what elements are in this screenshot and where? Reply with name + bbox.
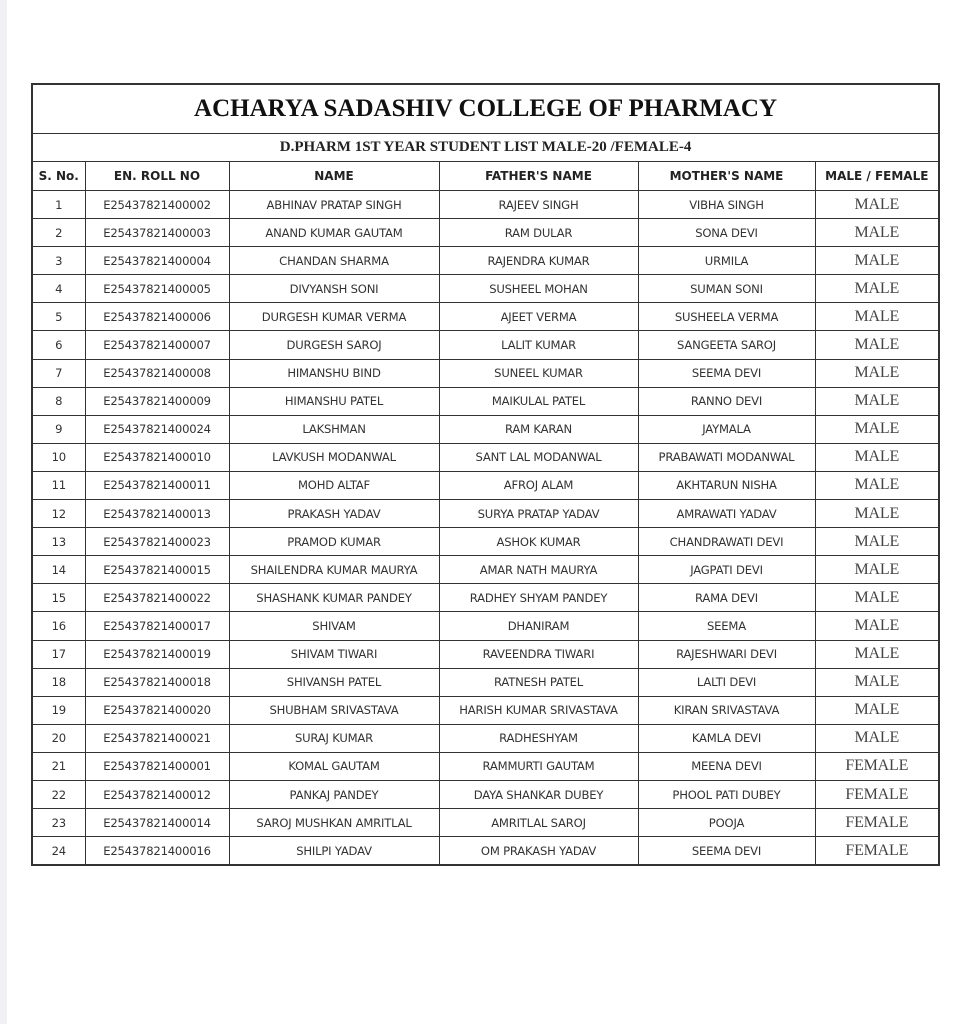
name-cell: DURGESH SAROJ (229, 331, 439, 359)
roll-no-cell: E25437821400020 (85, 696, 229, 724)
col-gender: MALE / FEMALE (815, 162, 939, 191)
mother-name-cell: PHOOL PATI DUBEY (638, 780, 815, 808)
father-name-cell: RADHESHYAM (439, 724, 638, 752)
gender-cell: MALE (815, 387, 939, 415)
roll-no-cell: E25437821400017 (85, 612, 229, 640)
mother-name-cell: AMRAWATI YADAV (638, 500, 815, 528)
gender-cell: FEMALE (815, 837, 939, 866)
sno-cell: 14 (32, 556, 85, 584)
father-name-cell: RAJENDRA KUMAR (439, 247, 638, 275)
father-name-cell: DHANIRAM (439, 612, 638, 640)
sno-cell: 12 (32, 500, 85, 528)
sno-cell: 20 (32, 724, 85, 752)
gender-cell: MALE (815, 471, 939, 499)
father-name-cell: RATNESH PATEL (439, 668, 638, 696)
gender-cell: MALE (815, 331, 939, 359)
gender-cell: MALE (815, 528, 939, 556)
mother-name-cell: SEEMA DEVI (638, 359, 815, 387)
gender-cell: MALE (815, 247, 939, 275)
table-row (32, 443, 939, 471)
father-name-cell: SURYA PRATAP YADAV (439, 500, 638, 528)
mother-name-cell: AKHTARUN NISHA (638, 471, 815, 499)
table-row (32, 809, 939, 837)
name-cell: SHUBHAM SRIVASTAVA (229, 696, 439, 724)
table-row (32, 640, 939, 668)
table-row (32, 191, 939, 219)
sno-cell: 22 (32, 780, 85, 808)
father-name-cell: MAIKULAL PATEL (439, 387, 638, 415)
sno-cell: 23 (32, 809, 85, 837)
table-row (32, 584, 939, 612)
mother-name-cell: POOJA (638, 809, 815, 837)
father-name-cell: RAMMURTI GAUTAM (439, 752, 638, 780)
name-cell: ANAND KUMAR GAUTAM (229, 219, 439, 247)
table-row (32, 668, 939, 696)
roll-no-cell: E25437821400010 (85, 443, 229, 471)
father-name-cell: RAM KARAN (439, 415, 638, 443)
mother-name-cell: JAGPATI DEVI (638, 556, 815, 584)
roll-no-cell: E25437821400014 (85, 809, 229, 837)
name-cell: KOMAL GAUTAM (229, 752, 439, 780)
gender-cell: FEMALE (815, 809, 939, 837)
sno-cell: 17 (32, 640, 85, 668)
list-subtitle: D.PHARM 1ST YEAR STUDENT LIST MALE-20 /FEMALE-4 (32, 134, 939, 162)
table-row (32, 415, 939, 443)
father-name-cell: ASHOK KUMAR (439, 528, 638, 556)
gender-cell: FEMALE (815, 752, 939, 780)
col-roll-no: EN. ROLL NO (85, 162, 229, 191)
father-name-cell: LALIT KUMAR (439, 331, 638, 359)
sno-cell: 1 (32, 191, 85, 219)
roll-no-cell: E25437821400016 (85, 837, 229, 866)
sno-cell: 24 (32, 837, 85, 866)
gender-cell: MALE (815, 219, 939, 247)
mother-name-cell: RAJESHWARI DEVI (638, 640, 815, 668)
sno-cell: 8 (32, 387, 85, 415)
roll-no-cell: E25437821400009 (85, 387, 229, 415)
name-cell: DIVYANSH SONI (229, 275, 439, 303)
gender-cell: MALE (815, 443, 939, 471)
table-row (32, 612, 939, 640)
father-name-cell: SANT LAL MODANWAL (439, 443, 638, 471)
mother-name-cell: URMILA (638, 247, 815, 275)
sno-cell: 11 (32, 471, 85, 499)
mother-name-cell: MEENA DEVI (638, 752, 815, 780)
name-cell: SHAILENDRA KUMAR MAURYA (229, 556, 439, 584)
gender-cell: MALE (815, 668, 939, 696)
roll-no-cell: E25437821400012 (85, 780, 229, 808)
name-cell: ABHINAV PRATAP SINGH (229, 191, 439, 219)
table-row (32, 359, 939, 387)
name-cell: PRAKASH YADAV (229, 500, 439, 528)
name-cell: HIMANSHU PATEL (229, 387, 439, 415)
roll-no-cell: E25437821400011 (85, 471, 229, 499)
sno-cell: 2 (32, 219, 85, 247)
table-row (32, 780, 939, 808)
name-cell: SAROJ MUSHKAN AMRITLAL (229, 809, 439, 837)
father-name-cell: RADHEY SHYAM PANDEY (439, 584, 638, 612)
father-name-cell: AFROJ ALAM (439, 471, 638, 499)
mother-name-cell: KAMLA DEVI (638, 724, 815, 752)
name-cell: SHILPI YADAV (229, 837, 439, 866)
name-cell: LAKSHMAN (229, 415, 439, 443)
mother-name-cell: LALTI DEVI (638, 668, 815, 696)
mother-name-cell: SEEMA (638, 612, 815, 640)
father-name-cell: AMRITLAL SAROJ (439, 809, 638, 837)
sno-cell: 16 (32, 612, 85, 640)
father-name-cell: AMAR NATH MAURYA (439, 556, 638, 584)
table-row (32, 696, 939, 724)
mother-name-cell: SUMAN SONI (638, 275, 815, 303)
table-row (32, 387, 939, 415)
roll-no-cell: E25437821400022 (85, 584, 229, 612)
gender-cell: MALE (815, 275, 939, 303)
mother-name-cell: KIRAN SRIVASTAVA (638, 696, 815, 724)
table-row (32, 837, 939, 866)
name-cell: DURGESH KUMAR VERMA (229, 303, 439, 331)
col-name: NAME (229, 162, 439, 191)
sno-cell: 5 (32, 303, 85, 331)
name-cell: CHANDAN SHARMA (229, 247, 439, 275)
gender-cell: MALE (815, 584, 939, 612)
gender-cell: MALE (815, 696, 939, 724)
sno-cell: 19 (32, 696, 85, 724)
mother-name-cell: RANNO DEVI (638, 387, 815, 415)
father-name-cell: RAVEENDRA TIWARI (439, 640, 638, 668)
roll-no-cell: E25437821400024 (85, 415, 229, 443)
table-row (32, 752, 939, 780)
col-mother-name: MOTHER'S NAME (638, 162, 815, 191)
table-row (32, 331, 939, 359)
table-row (32, 219, 939, 247)
name-cell: SHASHANK KUMAR PANDEY (229, 584, 439, 612)
mother-name-cell: VIBHA SINGH (638, 191, 815, 219)
roll-no-cell: E25437821400023 (85, 528, 229, 556)
roll-no-cell: E25437821400007 (85, 331, 229, 359)
roll-no-cell: E25437821400002 (85, 191, 229, 219)
roll-no-cell: E25437821400018 (85, 668, 229, 696)
mother-name-cell: JAYMALA (638, 415, 815, 443)
name-cell: SURAJ KUMAR (229, 724, 439, 752)
father-name-cell: RAJEEV SINGH (439, 191, 638, 219)
name-cell: SHIVAM TIWARI (229, 640, 439, 668)
roll-no-cell: E25437821400004 (85, 247, 229, 275)
mother-name-cell: CHANDRAWATI DEVI (638, 528, 815, 556)
gender-cell: MALE (815, 724, 939, 752)
gender-cell: MALE (815, 500, 939, 528)
col-sno: S. No. (32, 162, 85, 191)
roll-no-cell: E25437821400021 (85, 724, 229, 752)
student-list-table (31, 83, 940, 866)
name-cell: SHIVAM (229, 612, 439, 640)
gender-cell: MALE (815, 191, 939, 219)
roll-no-cell: E25437821400003 (85, 219, 229, 247)
sno-cell: 18 (32, 668, 85, 696)
table-row (32, 303, 939, 331)
roll-no-cell: E25437821400019 (85, 640, 229, 668)
father-name-cell: DAYA SHANKAR DUBEY (439, 780, 638, 808)
father-name-cell: OM PRAKASH YADAV (439, 837, 638, 866)
table-row (32, 724, 939, 752)
sno-cell: 13 (32, 528, 85, 556)
name-cell: LAVKUSH MODANWAL (229, 443, 439, 471)
father-name-cell: SUNEEL KUMAR (439, 359, 638, 387)
sno-cell: 3 (32, 247, 85, 275)
roll-no-cell: E25437821400008 (85, 359, 229, 387)
mother-name-cell: SONA DEVI (638, 219, 815, 247)
roll-no-cell: E25437821400001 (85, 752, 229, 780)
mother-name-cell: SUSHEELA VERMA (638, 303, 815, 331)
roll-no-cell: E25437821400015 (85, 556, 229, 584)
name-cell: SHIVANSH PATEL (229, 668, 439, 696)
sno-cell: 4 (32, 275, 85, 303)
name-cell: MOHD ALTAF (229, 471, 439, 499)
gender-cell: MALE (815, 303, 939, 331)
name-cell: PANKAJ PANDEY (229, 780, 439, 808)
name-cell: PRAMOD KUMAR (229, 528, 439, 556)
mother-name-cell: RAMA DEVI (638, 584, 815, 612)
father-name-cell: HARISH KUMAR SRIVASTAVA (439, 696, 638, 724)
roll-no-cell: E25437821400013 (85, 500, 229, 528)
table-row (32, 528, 939, 556)
gender-cell: MALE (815, 359, 939, 387)
mother-name-cell: SEEMA DEVI (638, 837, 815, 866)
gender-cell: MALE (815, 612, 939, 640)
page-edge (0, 0, 7, 1024)
header-row (32, 162, 939, 191)
sno-cell: 7 (32, 359, 85, 387)
mother-name-cell: SANGEETA SAROJ (638, 331, 815, 359)
sno-cell: 15 (32, 584, 85, 612)
gender-cell: MALE (815, 640, 939, 668)
father-name-cell: SUSHEEL MOHAN (439, 275, 638, 303)
table-row (32, 247, 939, 275)
mother-name-cell: PRABAWATI MODANWAL (638, 443, 815, 471)
table-row (32, 471, 939, 499)
sno-cell: 6 (32, 331, 85, 359)
father-name-cell: RAM DULAR (439, 219, 638, 247)
roll-no-cell: E25437821400006 (85, 303, 229, 331)
roll-no-cell: E25437821400005 (85, 275, 229, 303)
sno-cell: 9 (32, 415, 85, 443)
sno-cell: 21 (32, 752, 85, 780)
sno-cell: 10 (32, 443, 85, 471)
table-row (32, 556, 939, 584)
col-father-name: FATHER'S NAME (439, 162, 638, 191)
gender-cell: MALE (815, 415, 939, 443)
name-cell: HIMANSHU BIND (229, 359, 439, 387)
gender-cell: FEMALE (815, 780, 939, 808)
gender-cell: MALE (815, 556, 939, 584)
table-row (32, 275, 939, 303)
table-row (32, 500, 939, 528)
college-title: ACHARYA SADASHIV COLLEGE OF PHARMACY (32, 84, 939, 134)
father-name-cell: AJEET VERMA (439, 303, 638, 331)
